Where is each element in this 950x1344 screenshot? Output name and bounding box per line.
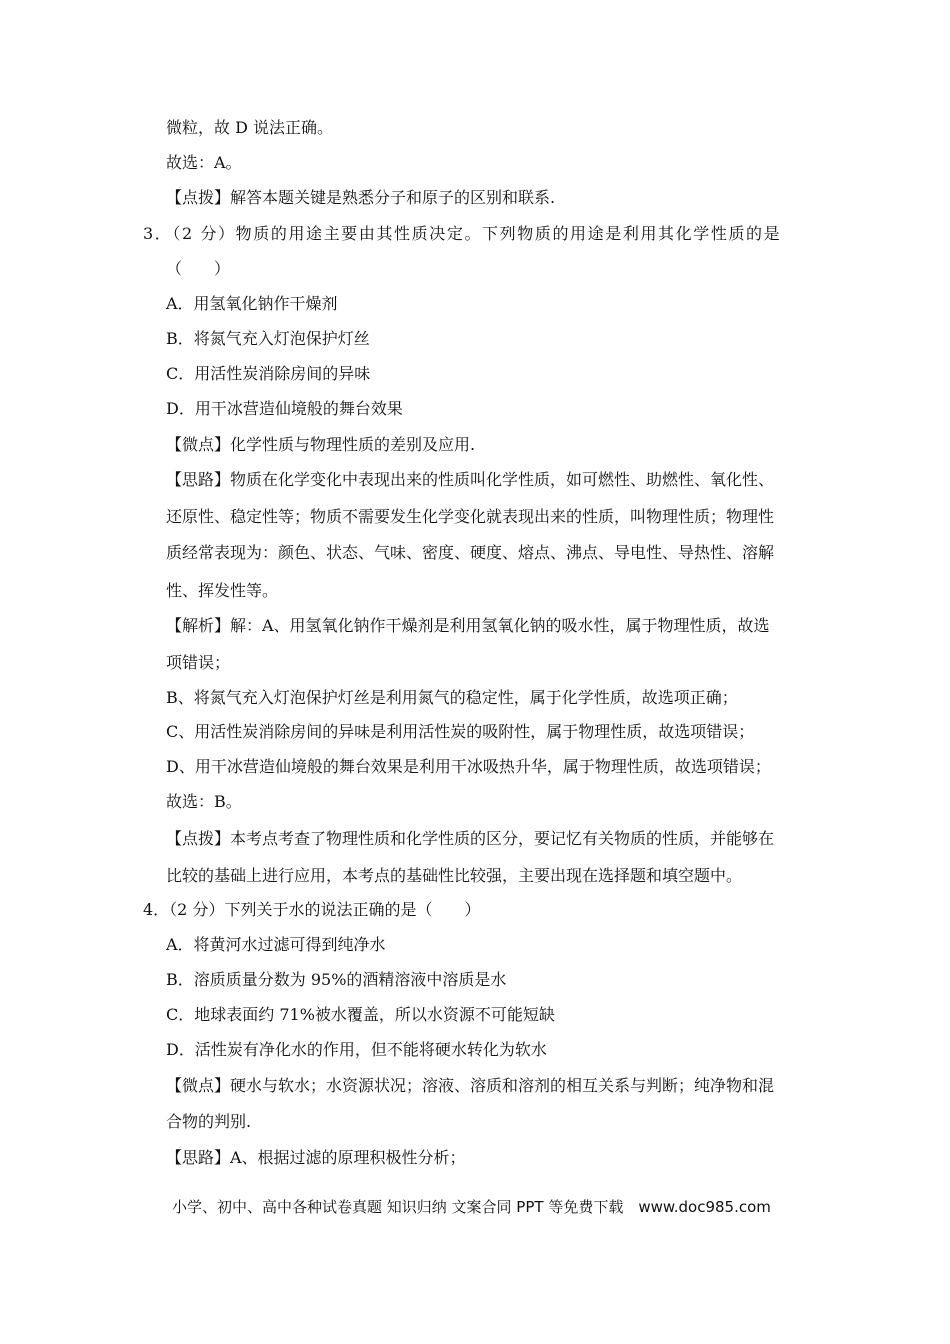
question-3-option-b: B．将氮气充入灯泡保护灯丝 bbox=[166, 329, 370, 348]
page-footer: 小学、初中、高中各种试卷真题 知识归纳 文案合同 PPT 等免费下载 www.doc985.com bbox=[172, 1198, 771, 1216]
knowledge-point: 【微点】硬水与软水；水资源状况；溶液、溶质和溶剂的相互关系与判断；纯净物和混 bbox=[166, 1076, 775, 1095]
analysis-text: 【解析】解：A、用氢氧化钠作干燥剂是利用氢氧化钠的吸水性，属于物理性质，故选 bbox=[166, 616, 770, 635]
question-3-bracket: （ ） bbox=[166, 259, 231, 278]
question-3-option-d: D．用干冰营造仙境般的舞台效果 bbox=[166, 399, 403, 418]
knowledge-point: 合物的判别. bbox=[166, 1112, 252, 1131]
analysis-text: D、用干冰营造仙境般的舞台效果是利用干冰吸热升华，属于物理性质，故选项错误； bbox=[166, 757, 771, 776]
question-4-option-a: A．将黄河水过滤可得到纯净水 bbox=[166, 935, 386, 954]
tip-text: 比较的基础上进行应用，本考点的基础性比较强，主要出现在选择题和填空题中。 bbox=[166, 866, 743, 885]
question-3-option-c: C．用活性炭消除房间的异味 bbox=[166, 364, 371, 383]
thinking-text: 还原性、稳定性等；物质不需要发生化学变化就表现出来的性质，叫物理性质；物理性 bbox=[166, 507, 775, 526]
analysis-text: C、用活性炭消除房间的异味是利用活性炭的吸附性，属于物理性质，故选项错误； bbox=[166, 722, 755, 741]
answer-continuation: 微粒，故 D 说法正确。 bbox=[166, 118, 334, 137]
knowledge-point: 【微点】化学性质与物理性质的差别及应用. bbox=[166, 435, 476, 454]
thinking-text: 【思路】物质在化学变化中表现出来的性质叫化学性质，如可燃性、助燃性、氧化性、 bbox=[166, 470, 775, 489]
question-4-stem: 4．（2 分）下列关于水的说法正确的是（ ） bbox=[143, 900, 481, 919]
question-3-option-a: A．用氢氧化钠作干燥剂 bbox=[166, 294, 338, 313]
answer-choice: 故选：A。 bbox=[166, 153, 242, 172]
thinking-text: 【思路】A、根据过滤的原理积极性分析； bbox=[166, 1148, 466, 1167]
question-3-stem: 3．（2 分）物质的用途主要由其性质决定。下列物质的用途是利用其化学性质的是 bbox=[143, 224, 782, 243]
question-4-option-b: B．溶质质量分数为 95%的酒精溶液中溶质是水 bbox=[166, 970, 507, 989]
question-4-option-c: C．地球表面约 71%被水覆盖，所以水资源不可能短缺 bbox=[166, 1005, 555, 1024]
analysis-text: B、将氮气充入灯泡保护灯丝是利用氮气的稳定性，属于化学性质，故选项正确； bbox=[166, 688, 738, 707]
thinking-text: 性、挥发性等。 bbox=[166, 581, 279, 600]
question-4-option-d: D．活性炭有净化水的作用，但不能将硬水转化为软水 bbox=[166, 1040, 547, 1059]
tip-text: 【点拨】解答本题关键是熟悉分子和原子的区别和联系. bbox=[166, 188, 556, 207]
tip-text: 【点拨】本考点考查了物理性质和化学性质的区分，要记忆有关物质的性质，并能够在 bbox=[166, 829, 775, 848]
answer-choice: 故选：B。 bbox=[166, 792, 242, 811]
analysis-text: 项错误； bbox=[166, 653, 231, 672]
thinking-text: 质经常表现为：颜色、状态、气味、密度、硬度、熔点、沸点、导电性、导热性、溶解 bbox=[166, 543, 775, 562]
